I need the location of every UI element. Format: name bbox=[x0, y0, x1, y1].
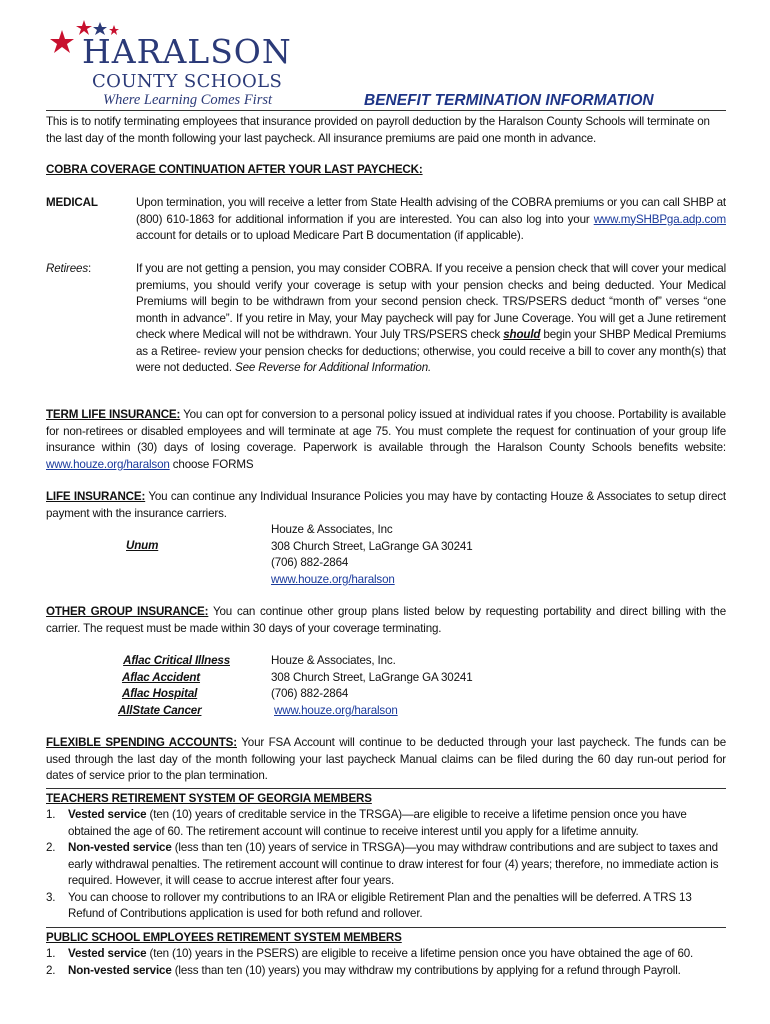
other-address-block bbox=[271, 653, 473, 719]
trs-item-2-num: 2. bbox=[46, 841, 56, 854]
plan-aflac-critical-illness: Aflac Critical Illness bbox=[123, 654, 230, 667]
medical-text-1: Upon termination, you will receive a letter from State Health advising of the COBRA premiums or you can call SHBP at (800) 610-1863 for additional information if you are interested. You can also log into your bbox=[136, 196, 726, 226]
shbp-link[interactable]: www.mySHBPga.adp.com bbox=[593, 212, 726, 226]
life-address-block bbox=[271, 522, 473, 588]
psers-item-2-num: 2. bbox=[46, 963, 56, 977]
intro-paragraph: This is to notify terminating employees that insurance provided on payroll deduction by the Haralson County Schools will terminate on the last day of the month following your last paycheck. All insurance premiums are paid one month in advance. bbox=[46, 115, 710, 145]
fsa-text: Your FSA Account will continue to be deducted through your last paycheck. The funds can be used through the last day of the month following your last paycheck Manual claims can be filed during the 60 day run-out period for dates of service prior to the plan termination. bbox=[46, 736, 726, 782]
retirees-label-wrap bbox=[46, 261, 91, 278]
psers-item-2 bbox=[46, 963, 726, 980]
retirees-should: should bbox=[503, 328, 541, 341]
other-group-section bbox=[46, 604, 726, 637]
page-title: BENEFIT TERMINATION INFORMATION bbox=[364, 92, 654, 109]
psers-item-1-text: (ten (10) years in the PSERS) are eligible to receive a lifetime pension once you have obtained the age of 60. bbox=[146, 947, 694, 960]
psers-heading: PUBLIC SCHOOL EMPLOYEES RETIREMENT SYSTEM MEMBERS bbox=[46, 931, 402, 944]
other-address-phone: (706) 882-2864 bbox=[271, 687, 349, 700]
other-group-text: You can continue other group plans listed below by requesting portability and direct billing with the carrier. The request must be made within 30 days of your coverage terminating. bbox=[46, 605, 727, 635]
trs-item-3-text: You can choose to rollover my contributions to an IRA or eligible Retirement Plan and the penalties will be deferred. A TRS 13 Refund of Contributions application is used for both refund and rollover. bbox=[68, 890, 692, 920]
star-red-large bbox=[50, 30, 74, 53]
trs-item-3-num: 3. bbox=[46, 890, 56, 904]
term-life-text: You can opt for conversion to a personal policy issued at individual rates if you choose. Portability is available for non-retirees or disabled employees and will terminate at age 75. You must complete the request for continuation of your group life insurance within (30) days of losing coverage. Paperwork is available through the Haralson County Schools benefits website: bbox=[46, 408, 726, 454]
logo-name: HARALSON bbox=[82, 32, 292, 71]
retirees-colon: : bbox=[87, 262, 92, 275]
trs-divider bbox=[46, 788, 726, 789]
trs-item-1-bold: Vested service bbox=[68, 808, 147, 821]
retirees-paragraph bbox=[136, 261, 726, 377]
logo-tagline: Where Learning Comes First bbox=[103, 92, 273, 108]
trs-item-1 bbox=[46, 807, 726, 840]
haralson-logo bbox=[46, 18, 296, 108]
life-address-phone: (706) 882-2864 bbox=[271, 556, 349, 569]
trs-item-1-text: (ten (10) years of creditable service in the TRSGA)—are eligible to receive a lifetime pension once you have obtained the age of 60. The retirement account will continue to receive interest until you apply for a lifetime annuity. bbox=[68, 808, 687, 838]
plans-list bbox=[118, 653, 230, 719]
trs-item-2-bold: Non-vested service bbox=[68, 841, 172, 854]
trs-item-2 bbox=[46, 840, 726, 890]
retirees-text-2: begin your SHBP Medical Premiums as a Retiree- review your pension checks for deductions; otherwise, you could receive a bill to cover any month(s) that were not deducted. bbox=[136, 328, 726, 374]
retirees-see-reverse: See Reverse for Additional Information. bbox=[235, 361, 432, 374]
psers-list bbox=[46, 946, 726, 979]
retirees-text-1: If you are not getting a pension, you may consider COBRA. If you receive a pension check that will cover your medical premiums, you should verify your coverage is setup with your pension checks and being deducted. Your Medical Premiums will begin to be withdrawn from your second pension check. TRS/PSERS deduct “month of” verses “one month in advance”. If you retire in May, your May paycheck will pay for June Coverage. You will get a June retirement check where Medical will not be withdrawn. Your July TRS/PSERS check bbox=[136, 262, 726, 341]
retirees-label: Retirees bbox=[46, 262, 88, 275]
plan-allstate-cancer: AllState Cancer bbox=[118, 703, 202, 717]
trs-item-3 bbox=[46, 890, 726, 923]
fsa-heading: FLEXIBLE SPENDING ACCOUNTS: bbox=[46, 736, 237, 749]
other-group-heading: OTHER GROUP INSURANCE: bbox=[46, 605, 209, 618]
life-address-street: 308 Church Street, LaGrange GA 30241 bbox=[271, 539, 473, 553]
trs-item-1-num: 1. bbox=[46, 808, 56, 821]
psers-item-2-text: (less than ten (10) years) you may withdraw my contributions by applying for a refund through Payroll. bbox=[171, 963, 681, 977]
plan-aflac-hospital: Aflac Hospital bbox=[122, 687, 198, 700]
houze-forms-link[interactable]: www.houze.org/haralson bbox=[46, 457, 170, 471]
other-address-street: 308 Church Street, LaGrange GA 30241 bbox=[271, 670, 473, 684]
term-life-heading: TERM LIFE INSURANCE: bbox=[46, 408, 181, 421]
unum-carrier: Unum bbox=[126, 539, 159, 552]
title-divider bbox=[46, 110, 726, 111]
plan-aflac-accident: Aflac Accident bbox=[122, 670, 201, 684]
psers-item-2-bold: Non-vested service bbox=[68, 963, 172, 977]
trs-list bbox=[46, 807, 726, 923]
psers-item-1-num: 1. bbox=[46, 947, 56, 960]
medical-paragraph bbox=[136, 195, 726, 245]
life-insurance-text: You can continue any Individual Insurance Policies you may have by contacting Houze & Associates to setup direct payment with the insurance carriers. bbox=[46, 490, 726, 520]
life-insurance-section bbox=[46, 489, 726, 522]
term-life-tail: choose FORMS bbox=[169, 457, 254, 471]
psers-item-1 bbox=[46, 946, 726, 963]
term-life-section bbox=[46, 407, 726, 473]
life-address-name: Houze & Associates, Inc bbox=[271, 523, 393, 536]
fsa-section bbox=[46, 735, 726, 785]
other-address-link[interactable]: www.houze.org/haralson bbox=[274, 703, 398, 717]
trs-heading: TEACHERS RETIREMENT SYSTEM OF GEORGIA MEMBERS bbox=[46, 792, 372, 805]
other-address-name: Houze & Associates, Inc. bbox=[271, 654, 396, 667]
trs-item-2-text: (less than ten (10) years of service in TRSGA)—you may withdraw contributions and are subject to taxes and early withdrawal penalties. The retirement account will continue to draw interest for four (4) years; therefore, no immediate action is required. However, it will cease to accrue interest after four years. bbox=[68, 841, 719, 887]
psers-divider bbox=[46, 927, 726, 928]
life-insurance-heading: LIFE INSURANCE: bbox=[46, 490, 146, 503]
medical-label: MEDICAL bbox=[46, 196, 98, 209]
medical-text-2: account for details or to upload Medicare Part B documentation (if applicable). bbox=[136, 229, 524, 242]
psers-item-1-bold: Vested service bbox=[68, 947, 147, 960]
logo-subtitle: COUNTY SCHOOLS bbox=[92, 71, 283, 92]
life-address-link[interactable]: www.houze.org/haralson bbox=[271, 572, 395, 586]
cobra-heading: COBRA COVERAGE CONTINUATION AFTER YOUR LAST PAYCHECK: bbox=[46, 163, 423, 176]
